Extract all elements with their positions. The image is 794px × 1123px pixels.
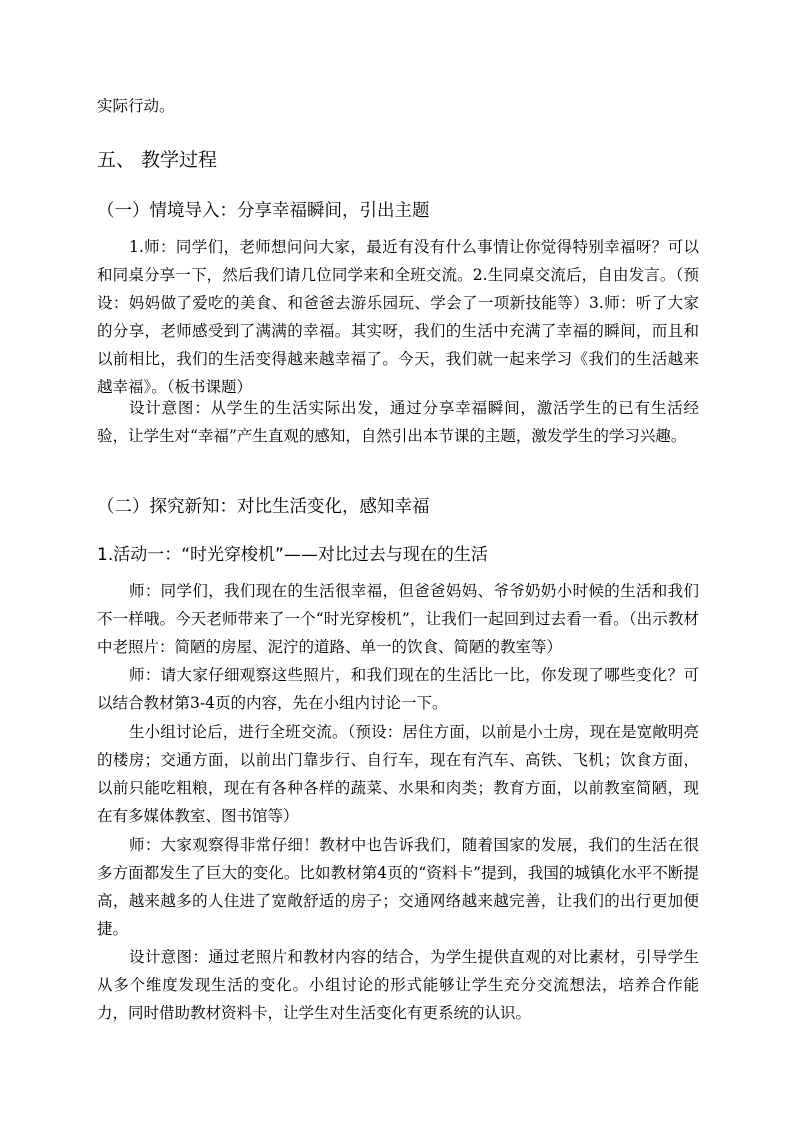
section-heading-teaching-process: 五、 教学过程 xyxy=(97,149,218,171)
subsection-heading-situation-intro: （一）情境导入：分享幸福瞬间，引出主题 xyxy=(97,201,430,221)
activity-heading-time-machine: 1.活动一：“时光穿梭机”——对比过去与现在的生活 xyxy=(97,545,488,565)
paragraph-intro-activity: 1.师：同学们，老师想问问大家，最近有没有什么事情让你觉得特别幸福呀？可以和同桌分享一下，然后我们请几位同学来和全班交流。2.生同桌交流后，自由发言。（预设：妈妈做了爱吃的美食、和爸爸去游乐园玩、学会了一项新技能等）3.师：听了大家的分享，老师感受到了满满的幸福。其实呀，我们的生活中充满了幸福的瞬间，而且和以前相比，我们的生活变得越来越幸福了。今天，我们就一起来学习《我们的生活越来越幸福》。（板书课题） xyxy=(97,238,699,396)
continuation-text: 实际行动。 xyxy=(97,97,175,115)
paragraph-teacher-intro: 师：同学们，我们现在的生活很幸福，但爸爸妈妈、爷爷奶奶小时候的生活和我们不一样哦。今天老师带来了一个“时光穿梭机”，让我们一起回到过去看一看。（出示教材中老照片：简陋的房屋、泥泞的道路、单一的饮食、简陋的教室等） xyxy=(97,582,699,656)
subsection-heading-explore: （二）探究新知：对比生活变化，感知幸福 xyxy=(97,497,430,517)
paragraph-teacher-summary: 师：大家观察得非常仔细！教材中也告诉我们，随着国家的发展，我们的生活在很多方面都发生了巨大的变化。比如教材第4页的“资料卡”提到，我国的城镇化水平不断提高，越来越多的人住进了宽敞舒适的房子；交通网络越来越完善，让我们的出行更加便捷。 xyxy=(97,836,699,938)
paragraph-student-discussion: 生小组讨论后，进行全班交流。（预设：居住方面，以前是小土房，现在是宽敞明亮的楼房；交通方面，以前出门靠步行、自行车，现在有汽车、高铁、飞机；饮食方面，以前只能吃粗粮，现在有各种各样的蔬菜、水果和肉类；教育方面，以前教室简陋，现在有多媒体教室、图书馆等） xyxy=(97,723,699,825)
paragraph-design-intent-1: 设计意图：从学生的生活实际出发，通过分享幸福瞬间，激活学生的已有生活经验，让学生对“幸福”产生直观的感知，自然引出本节课的主题，激发学生的学习兴趣。 xyxy=(97,399,699,445)
paragraph-design-intent-2: 设计意图：通过老照片和教材内容的结合，为学生提供直观的对比素材，引导学生从多个维度发现生活的变化。小组讨论的形式能够让学生充分交流想法，培养合作能力，同时借助教材资料卡，让学生对生活变化有更系统的认识。 xyxy=(97,948,699,1022)
paragraph-teacher-observe: 师：请大家仔细观察这些照片，和我们现在的生活比一比，你发现了哪些变化？可以结合教材第3-4页的内容，先在小组内讨论一下。 xyxy=(97,666,699,712)
